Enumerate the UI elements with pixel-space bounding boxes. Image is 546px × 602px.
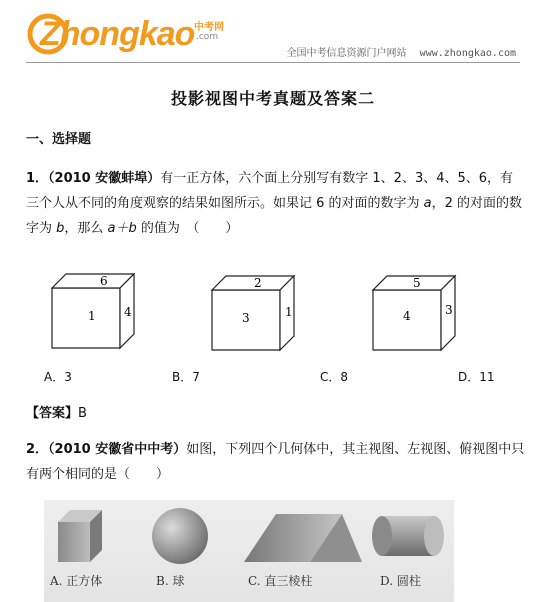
question-1-number: 1． [26,171,49,186]
cube-solid-icon [58,510,102,562]
logo-text: Zhongkao [40,15,195,53]
question-2-body: 如图，下列四个几何体中，其主视图、左视图、俯视图中只有两个相同的是（ ） [26,442,525,482]
answer-value: B [78,406,87,421]
option-b[interactable]: B．7 [172,370,200,384]
cube-1-top-label: 6 [100,274,108,288]
cube-figure-3 [373,272,483,356]
question-1-text-d: 的值为 （ ） [136,221,239,236]
cube-1-front-label: 1 [88,309,96,323]
question-2-number: 2． [26,442,49,457]
question-1-text [26,166,526,241]
cube-figure-2 [212,272,322,356]
question-1-text-a: 有一正方体，六个面上分别写有数字 1、2、3、4、5、6，有三个人从不同的角度观察的结果如图所示。如果记 6 的对面的数字为 [26,171,514,211]
cube-2-front-label: 3 [242,311,250,325]
page-title: 投影视图中考真题及答案二 [170,89,375,108]
zhongkao-logo[interactable] [26,12,236,56]
cube-2-side-label: 1 [285,305,293,319]
cube-2-top-label: 2 [254,276,262,290]
expr-a-plus-b: a＋b [107,221,137,236]
shape-label-a: A. 正方体 [50,574,103,588]
cube-3-top-label: 5 [413,276,421,290]
cube-1-side-label: 4 [124,305,132,319]
triangular-prism-icon [244,514,362,562]
cylinder-solid-icon [372,516,444,556]
site-tagline [286,44,516,59]
var-a: a [423,196,432,211]
logo-com-text: .com [196,32,219,42]
question-1-source: （2010 安徽蚌埠） [48,171,161,186]
cube-3-side-label: 3 [445,303,453,317]
question-2-text [26,437,526,487]
shape-label-b: B. 球 [156,574,185,588]
cube-figure-1 [52,270,162,354]
site-url-link[interactable]: www.zhongkao.com [419,48,516,59]
header-divider [26,62,520,63]
shape-label-c: C. 直三棱柱 [248,574,313,588]
question-1-text-b: ，2 的对面的数字为 [26,196,523,236]
answer-1 [26,402,87,421]
var-b: b [56,221,65,236]
section-heading: 一、选择题 [26,132,92,147]
option-c[interactable]: C．8 [320,370,349,384]
answer-label: 【答案】 [26,406,79,421]
option-d[interactable]: D．11 [458,370,495,384]
shape-label-d: D. 圆柱 [380,574,421,588]
option-a[interactable]: A．3 [44,370,72,384]
question-1-text-c: ，那么 [64,221,108,236]
sphere-solid-icon [152,508,208,564]
question-2-source: （2010 安徽省中中考） [48,442,187,457]
solids-figure [44,500,454,602]
logo-cn-text: 中考网 [194,22,224,33]
cube-3-front-label: 4 [403,309,411,323]
tagline-text: 全国中考信息资源门户网站 [286,48,407,59]
